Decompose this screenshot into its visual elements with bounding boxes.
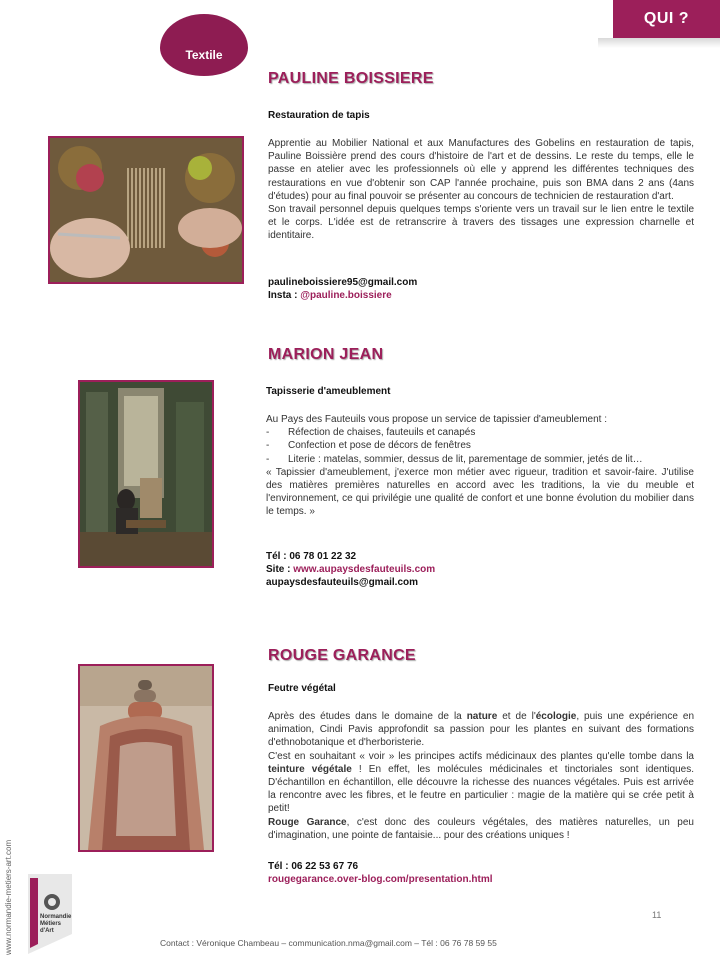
intro: Au Pays des Fauteuils vous propose un service de tapissier d'ameublement : xyxy=(266,414,607,425)
photo-felt-scarf xyxy=(78,664,214,852)
section-body-marion xyxy=(266,413,694,519)
paragraph: Son travail personnel depuis quelques temps s'oriente vers un travail sur le lien entre le textile et le corps. L'idée est de retranscrire à travers des tissages une expression charnelle et identitaire. xyxy=(268,204,694,242)
qui-tab-shadow xyxy=(598,38,720,48)
section-subtitle-rouge: Feutre végétal xyxy=(268,683,336,694)
contact-pauline xyxy=(268,276,417,302)
carpet-image xyxy=(50,138,242,282)
footer-contact: Contact : Véronique Chambeau – communication.nma@gmail.com – Tél : 06 76 78 59 55 xyxy=(160,938,497,948)
email-link[interactable]: aupaysdesfauteuils@gmail.com xyxy=(266,577,419,588)
quote: « Tapissier d'ameublement, j'exerce mon métier avec rigueur, tradition et savoir-faire. J'utilise des matières premières naturelles en accord avec les traditions, la vie du meuble et l'environnement, ce qui privilégie une qualité de confort et une bonne évolution du mobilier dans le temps. » xyxy=(266,466,694,518)
insta-label: Insta : xyxy=(268,290,301,301)
scarf-image xyxy=(80,666,212,850)
nma-logo xyxy=(28,874,72,954)
paragraph: Apprentie au Mobilier National et aux Manufactures des Gobelins en restauration de tapis, Pauline Boissière prend des cours d'histoire de l'art et de dessins. Le reste du temps, elle le passe en atelier avec les professionnels où elle y apprend les différentes techniques des restaurations en vue d'obtenir son CAP l'année prochaine, puis son BMA dans 2 ans (4ans d'études) pour au final pouvoir se présenter au concours de technicien de restauration d'art. xyxy=(268,138,694,202)
insta-line xyxy=(268,289,417,302)
bold-teinture: teinture végétale xyxy=(268,763,352,775)
logo-line: Normandie xyxy=(40,914,72,920)
category-badge: Textile xyxy=(160,14,248,76)
text-run: et de l' xyxy=(497,711,536,722)
bold-rouge-garance: Rouge Garance xyxy=(268,816,347,828)
bold-nature: nature xyxy=(466,711,498,722)
photo-carpet-restoration xyxy=(48,136,244,284)
paragraph xyxy=(268,750,694,816)
email-link[interactable]: paulineboissiere95@gmail.com xyxy=(268,277,418,288)
paragraph xyxy=(268,816,694,842)
text-run: , c'est donc des couleurs végétales, des matières naturelles, un peu d'imagination, une pointe de fantaisie... pour des créations uniques ! xyxy=(268,816,694,841)
site-link[interactable]: www.aupaysdesfauteuils.com xyxy=(293,564,436,575)
list-item: - Literie : matelas, sommier, dessus de lit, parementage de sommier, jetés de lit… xyxy=(266,453,694,466)
text-run: ! En effet, les molécules médicinales et tinctoriales sont identiques. D'échantillon en échantillon, elle découvre la richesse des nuances végétales. Puis est arrivée la rencontre avec les fibres, et le feutre en particulier : magie de la matière qui se crée petit à petit! xyxy=(268,763,694,815)
service-list xyxy=(266,426,694,466)
text-run: , puis une expérience en animation, Cindi Pavis approfondit sa passion pour les plantes en suivant des formations d'ethnobotanique et d'herboristerie. xyxy=(268,711,695,749)
text-run: Après des études dans le domaine de la xyxy=(268,711,467,722)
section-body-rouge xyxy=(268,710,694,842)
workshop-image xyxy=(80,382,212,566)
section-title-rouge: ROUGE GARANCE xyxy=(268,647,416,664)
list-item: - Réfection de chaises, fauteuils et canapés xyxy=(266,426,694,439)
photo-upholstery-workshop xyxy=(78,380,214,568)
paragraph xyxy=(268,710,694,750)
logo-text xyxy=(40,914,71,935)
contact-rouge xyxy=(268,860,492,886)
section-subtitle-pauline: Restauration de tapis xyxy=(268,110,370,121)
sidebar-website-url[interactable]: www.normandie-metiers-art.com xyxy=(4,839,13,955)
text-run: C'est en souhaitant « voir » les principes actifs médicinaux des plantes qu'elle tombe dans la xyxy=(268,750,694,762)
phone: Tél : 06 78 01 22 32 xyxy=(266,551,357,562)
page-number: 11 xyxy=(652,910,662,920)
section-title-marion: MARION JEAN xyxy=(268,346,384,363)
list-item: - Confection et pose de décors de fenêtres xyxy=(266,439,694,452)
phone: Tél : 06 22 53 67 76 xyxy=(268,861,359,872)
contact-marion xyxy=(266,550,435,589)
insta-link[interactable]: @pauline.boissiere xyxy=(300,290,392,301)
site-label: Site : xyxy=(266,564,294,575)
blog-link[interactable]: rougegarance.over-blog.com/presentation.html xyxy=(268,874,493,885)
logo-line: d'Art xyxy=(40,928,54,934)
section-subtitle-marion: Tapisserie d'ameublement xyxy=(266,386,391,397)
bold-ecologie: écologie xyxy=(535,711,577,722)
section-title-pauline: PAULINE BOISSIERE xyxy=(268,70,434,87)
logo-line: Métiers xyxy=(40,921,62,927)
site-line xyxy=(266,563,435,576)
section-body-pauline xyxy=(268,137,694,243)
qui-tab[interactable]: QUI ? xyxy=(613,0,720,38)
